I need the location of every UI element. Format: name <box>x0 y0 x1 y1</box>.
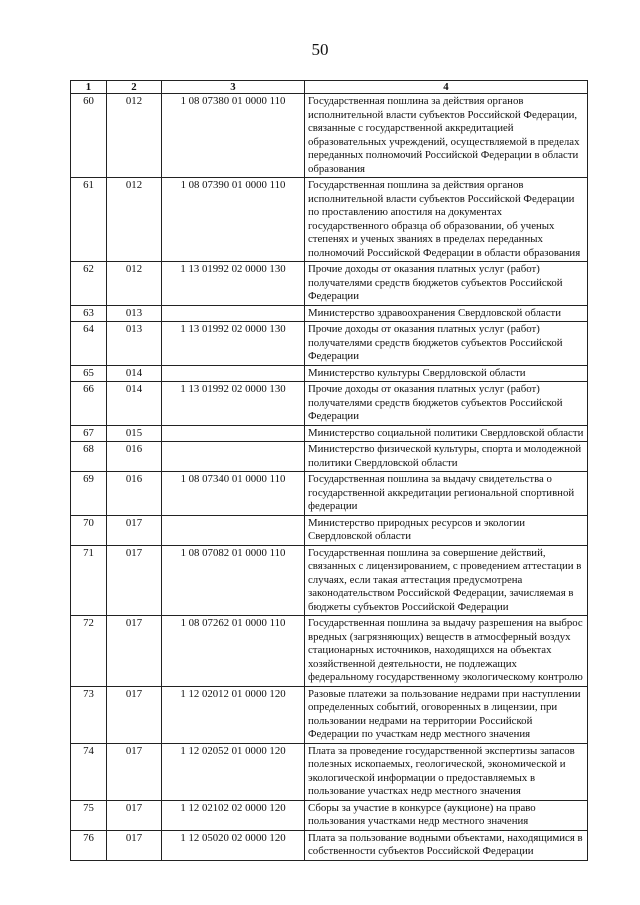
admin-code: 017 <box>107 830 162 860</box>
row-number: 70 <box>71 515 107 545</box>
row-number: 66 <box>71 382 107 426</box>
row-number: 72 <box>71 616 107 687</box>
table-row <box>71 472 588 516</box>
table-row <box>71 322 588 366</box>
revenue-description: Министерство природных ресурсов и экологии Свердловской области <box>305 515 588 545</box>
revenue-description: Министерство социальной политики Свердловской области <box>305 425 588 442</box>
row-number: 75 <box>71 800 107 830</box>
revenue-description: Государственная пошлина за совершение действий, связанных с лицензированием, с проведением аттестации в случаях, если такая аттестация предусмотрена законодательством Российской Федерации, зачисляемая в бюджеты субъектов Российской Федерации <box>305 545 588 616</box>
table-row <box>71 382 588 426</box>
table-row <box>71 686 588 743</box>
row-number: 71 <box>71 545 107 616</box>
admin-code: 016 <box>107 442 162 472</box>
table-row <box>71 800 588 830</box>
revenue-description: Государственная пошлина за выдачу свидетельства о государственной аккредитации региональной спортивной федерации <box>305 472 588 516</box>
revenue-description: Разовые платежи за пользование недрами при наступлении определенных событий, оговоренных в лицензии, при пользовании недрами на территории Российской Федерации по участкам недр местного значения <box>305 686 588 743</box>
row-number: 73 <box>71 686 107 743</box>
admin-code: 013 <box>107 322 162 366</box>
revenue-code <box>162 425 305 442</box>
revenue-code: 1 12 02052 01 0000 120 <box>162 743 305 800</box>
admin-code: 012 <box>107 178 162 262</box>
admin-code: 015 <box>107 425 162 442</box>
revenue-description: Министерство физической культуры, спорта и молодежной политики Свердловской области <box>305 442 588 472</box>
revenue-code: 1 08 07390 01 0000 110 <box>162 178 305 262</box>
table-row <box>71 365 588 382</box>
revenue-description: Министерство здравоохранения Свердловской области <box>305 305 588 322</box>
revenue-description: Министерство культуры Свердловской области <box>305 365 588 382</box>
revenue-code <box>162 515 305 545</box>
revenue-code: 1 08 07262 01 0000 110 <box>162 616 305 687</box>
table-row <box>71 616 588 687</box>
revenue-description: Плата за проведение государственной экспертизы запасов полезных ископаемых, геологической, экономической и экологической информации о предоставляемых в пользование участках недр местного значения <box>305 743 588 800</box>
table-row <box>71 545 588 616</box>
admin-code: 017 <box>107 545 162 616</box>
admin-code: 012 <box>107 262 162 306</box>
revenue-code <box>162 442 305 472</box>
revenue-description: Прочие доходы от оказания платных услуг (работ) получателями средств бюджетов субъектов Российской Федерации <box>305 322 588 366</box>
table-row <box>71 425 588 442</box>
revenue-code: 1 12 02012 01 0000 120 <box>162 686 305 743</box>
revenue-code: 1 13 01992 02 0000 130 <box>162 322 305 366</box>
row-number: 67 <box>71 425 107 442</box>
revenue-code: 1 13 01992 02 0000 130 <box>162 382 305 426</box>
admin-code: 017 <box>107 743 162 800</box>
revenue-description: Плата за пользование водными объектами, находящимися в собственности субъектов Российской Федерации <box>305 830 588 860</box>
admin-code: 017 <box>107 616 162 687</box>
row-number: 76 <box>71 830 107 860</box>
revenue-code: 1 12 02102 02 0000 120 <box>162 800 305 830</box>
admin-code: 014 <box>107 365 162 382</box>
revenue-code <box>162 365 305 382</box>
admin-code: 017 <box>107 800 162 830</box>
revenue-code: 1 12 05020 02 0000 120 <box>162 830 305 860</box>
row-number: 61 <box>71 178 107 262</box>
column-header-2: 2 <box>107 81 162 94</box>
table-row <box>71 515 588 545</box>
row-number: 60 <box>71 94 107 178</box>
revenue-code: 1 08 07082 01 0000 110 <box>162 545 305 616</box>
row-number: 63 <box>71 305 107 322</box>
revenue-description: Государственная пошлина за действия органов исполнительной власти субъектов Российской Федерации по проставлению апостиля на документах государственного образца об образовании, об ученых степенях и ученых званиях в пределах переданных полномочий Российской Федерации в области образования <box>305 178 588 262</box>
admin-code: 016 <box>107 472 162 516</box>
row-number: 64 <box>71 322 107 366</box>
admin-code: 012 <box>107 94 162 178</box>
row-number: 69 <box>71 472 107 516</box>
page-number: 50 <box>311 40 329 59</box>
admin-code: 014 <box>107 382 162 426</box>
admin-code: 017 <box>107 515 162 545</box>
revenue-description: Сборы за участие в конкурсе (аукционе) на право пользования участками недр местного значения <box>305 800 588 830</box>
row-number: 68 <box>71 442 107 472</box>
column-header-1: 1 <box>71 81 107 94</box>
revenue-description: Прочие доходы от оказания платных услуг (работ) получателями средств бюджетов субъектов Российской Федерации <box>305 262 588 306</box>
revenue-description: Прочие доходы от оказания платных услуг (работ) получателями средств бюджетов субъектов Российской Федерации <box>305 382 588 426</box>
revenue-code: 1 13 01992 02 0000 130 <box>162 262 305 306</box>
table-row <box>71 305 588 322</box>
table-row <box>71 830 588 860</box>
table-row <box>71 178 588 262</box>
revenue-code: 1 08 07340 01 0000 110 <box>162 472 305 516</box>
column-header-3: 3 <box>162 81 305 94</box>
revenue-description: Государственная пошлина за выдачу разрешения на выброс вредных (загрязняющих) веществ в атмосферный воздух стационарных источников, находящихся на объектах хозяйственной деятельности, не подлежащих федеральному государственному экологическому контролю <box>305 616 588 687</box>
table-row <box>71 442 588 472</box>
table-header-row <box>71 81 588 94</box>
revenue-code <box>162 305 305 322</box>
revenue-classification-table <box>70 80 588 861</box>
admin-code: 017 <box>107 686 162 743</box>
table-body <box>71 94 588 861</box>
table-row <box>71 743 588 800</box>
table-row <box>71 94 588 178</box>
admin-code: 013 <box>107 305 162 322</box>
row-number: 65 <box>71 365 107 382</box>
revenue-description: Государственная пошлина за действия органов исполнительной власти субъектов Российской Федерации, связанные с государственной аккредитацией образовательных учреждений, осуществляемой в пределах переданных полномочий Российской Федерации в области образования <box>305 94 588 178</box>
revenue-code: 1 08 07380 01 0000 110 <box>162 94 305 178</box>
row-number: 62 <box>71 262 107 306</box>
table-row <box>71 262 588 306</box>
column-header-4: 4 <box>305 81 588 94</box>
row-number: 74 <box>71 743 107 800</box>
